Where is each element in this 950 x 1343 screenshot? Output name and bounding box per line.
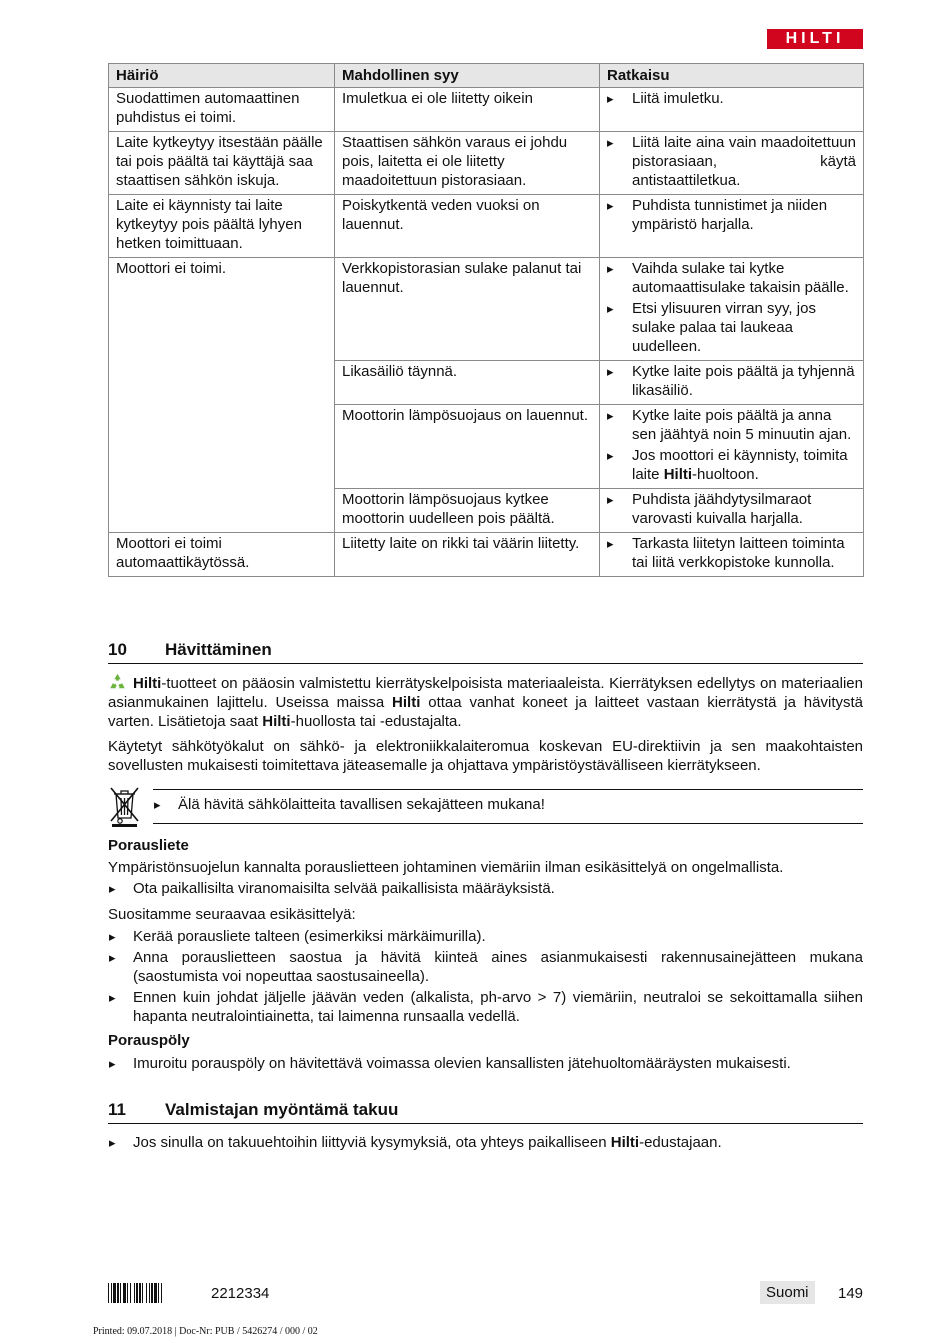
language-badge: Suomi [760,1281,815,1304]
solution-cell [600,132,864,195]
solution-cell [600,489,864,533]
solution-item: ▸ Puhdista tunnistimet ja niiden ympäristö harjalla. [607,196,856,234]
section-number: 11 [108,1100,126,1119]
table-row [109,88,864,132]
table-header-row [109,64,864,88]
solution-item: ▸ Tarkasta liitetyn laitteen toiminta tai liitä verkkopistoke kunnolla. [607,534,856,572]
list-item [108,927,863,946]
solution-cell [600,361,864,405]
warning-text: Älä hävitä sähkölaitteita tavallisen sekajätteen mukana! [178,796,545,813]
section-title: Valmistajan myöntämä takuu [165,1100,399,1119]
list-item [108,988,863,1026]
cause-cell: Imuletkua ei ole liitetty oikein [335,88,600,132]
list-item-text: Ota paikallisilta viranomaisilta selvää paikallisista määräyksistä. [133,880,555,897]
disposal-warning [153,789,863,824]
crossed-bin-icon [108,785,141,827]
troubleshooting-table [108,63,864,577]
column-header-cause: Mahdollinen syy [335,64,600,88]
section-heading-warranty [108,1100,863,1124]
solution-cell [600,258,864,361]
solution-cell [600,195,864,258]
table-row [109,132,864,195]
bullet-icon: ▸ [154,797,161,812]
list-item-text: -edustajaan. [639,1134,722,1151]
column-header-fault: Häiriö [109,64,335,88]
solution-item: ▸ Puhdista jäähdytysilmaraot varovasti kuivalla harjalla. [607,490,856,528]
bullet-icon: ▸ [109,950,116,965]
list-item [108,1054,863,1073]
disposal-intro-text: -tuotteet on pääosin valmistettu kierrätyskelpoisista materiaaleista. Kierrätyksen edellytys on materiaalien asianmukainen lajittelu. Useissa maissa [108,675,863,711]
bullet-icon: ▸ [109,929,116,944]
disposal-paragraph: Käytetyt sähkötyökalut on sähkö- ja elektroniikkalaiteromua koskevan EU-direktiivin ja sen maakohtaisten sovellusten mukaisesti toimitettava jäteasemalle ja ohjattava ympäristöystävälliseen kierrätykseen. [108,738,863,774]
solution-item: ▸ Jos moottori ei käynnisty, toimita laite Hilti-huoltoon. [607,446,856,484]
solution-item: ▸ Kytke laite pois päältä ja tyhjennä likasäiliö. [607,362,856,400]
cause-cell: Verkkopistorasian sulake palanut tai lauennut. [335,258,600,361]
article-number: 2212334 [211,1285,270,1302]
fault-cell: Laite kytkeytyy itsestään päälle tai pois päältä tai käyttäjä saa staattisen sähkön iskuja. [109,132,335,195]
fault-cell: Moottori ei toimi automaattikäytössä. [109,533,335,577]
subheading-drilling-slurry: Porausliete [108,837,189,854]
solution-item: ▸ Liitä laite aina vain maadoitettuun pistorasiaan, käytä antistaattiletkua. [607,133,856,190]
barcode-icon [108,1283,190,1303]
solution-cell [600,88,864,132]
bullet-icon: ▸ [109,1056,116,1071]
section-title: Hävittäminen [165,640,272,659]
brand-name: Hilti [392,694,421,711]
list-item-text: Ennen kuin johdat jäljelle jäävän veden (alkalista, ph-arvo > 7) viemäriin, neutraloi se sekoittamalla siihen hapanta neutralointiainetta, tai laimenna runsaalla vedellä. [133,989,863,1025]
bullet-icon: ▸ [109,881,116,896]
cause-cell: Likasäiliö täynnä. [335,361,600,405]
fault-cell: Laite ei käynnisty tai laite kytkeytyy pois päältä lyhyen hetken toimittuaan. [109,195,335,258]
print-info: Printed: 09.07.2018 | Doc-Nr: PUB / 5426274 / 000 / 02 [93,1326,318,1337]
cause-cell: Poiskytkentä veden vuoksi on lauennut. [335,195,600,258]
recycle-icon [108,673,127,691]
fault-cell: Moottori ei toimi. [109,258,335,533]
list-item-text: Anna porauslietteen saostua ja hävitä kiinteä aines asianmukaisesti rakennusainejätteen mukana (saostumista voi nopeuttaa saostusaineella). [133,949,863,985]
solution-item: ▸ Etsi ylisuuren virran syy, jos sulake palaa tai laukeaa uudelleen. [607,299,856,356]
pretreatment-intro: Suositamme seuraavaa esikäsittelyä: [108,906,356,923]
solution-item: ▸ Liitä imuletku. [607,89,856,108]
disposal-intro-text: ottaa vanhat koneet ja laitteet vastaan kierrätystä ja hävitystä varten. Lisätietoja saat [108,694,863,730]
cause-cell: Moottorin lämpösuojaus kytkee moottorin uudelleen pois päältä. [335,489,600,533]
table-row [109,258,864,361]
subheading-drilling-dust: Porauspöly [108,1032,190,1049]
solution-cell [600,405,864,489]
brand-name: Hilti [663,466,693,483]
column-header-solution: Ratkaisu [600,64,864,88]
fault-cell: Suodattimen automaattinen puhdistus ei toimi. [109,88,335,132]
drilling-slurry-text: Ympäristönsuojelun kannalta porauslietteen johtaminen viemäriin ilman esikäsittelyä on ongelmallista. [108,859,784,876]
section-number: 10 [108,640,127,659]
list-item-text: Imuroitu porauspöly on hävitettävä voimassa olevien kansallisten jätehuoltomääräysten mukaisesti. [133,1055,791,1072]
list-item [108,948,863,986]
bullet-icon: ▸ [109,1135,116,1150]
solution-cell [600,533,864,577]
brand-name: Hilti [133,675,162,692]
table-row [109,195,864,258]
bullet-icon: ▸ [109,990,116,1005]
list-item-text: Kerää porausliete talteen (esimerkiksi märkäimurilla). [133,928,486,945]
table-row [109,533,864,577]
page-number: 149 [838,1285,864,1302]
list-item-text: Jos sinulla on takuuehtoihin liittyviä kysymyksiä, ota yhteys paikalliseen [133,1134,611,1151]
hilti-logo: HILTI [767,29,863,49]
section-heading-disposal [108,640,863,664]
list-item [108,879,863,898]
cause-cell: Moottorin lämpösuojaus on lauennut. [335,405,600,489]
disposal-intro [108,673,863,731]
cause-cell: Staattisen sähkön varaus ei johdu pois, laitetta ei ole liitetty maadoitettuun pistorasiaan. [335,132,600,195]
disposal-intro-text: -huollosta tai -edustajalta. [290,713,462,730]
list-item [108,1133,863,1152]
solution-item: ▸ Vaihda sulake tai kytke automaattisulake takaisin päälle. [607,259,856,297]
brand-name: Hilti [610,1134,640,1151]
brand-name: Hilti [262,713,291,730]
cause-cell: Liitetty laite on rikki tai väärin liitetty. [335,533,600,577]
solution-item: ▸ Kytke laite pois päältä ja anna sen jäähtyä noin 5 minuutin ajan. [607,406,856,444]
